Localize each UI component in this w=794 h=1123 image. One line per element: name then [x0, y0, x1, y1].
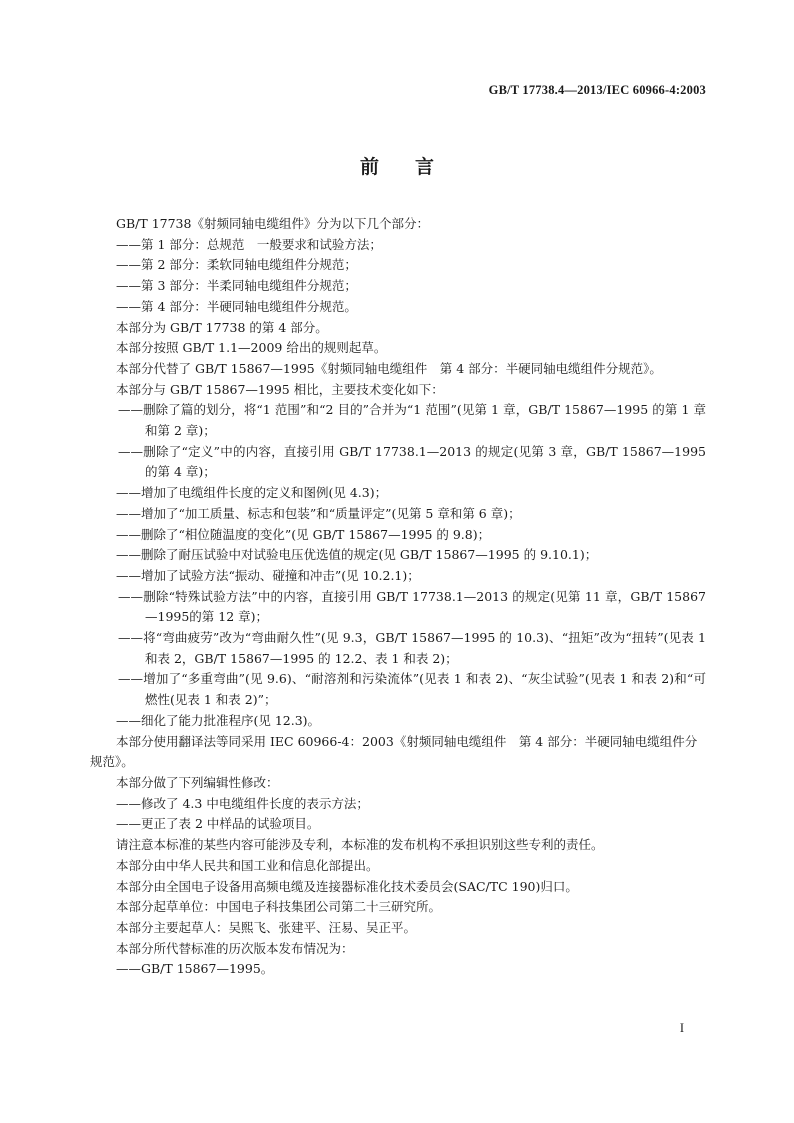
list-item: ——第 2 部分：柔软同轴电缆组件分规范； — [116, 257, 357, 273]
paragraph: 本部分代替了 GB/T 15867—1995《射频同轴电缆组件 第 4 部分：半硬同轴电缆组件分规范》。 — [116, 360, 662, 376]
list-item: ——删除了“相位随温度的变化”(见 GB/T 15867—1995 的 9.8)； — [116, 526, 491, 542]
paragraph: 本部分使用翻译法等同采用 IEC 60966-4：2003《射频同轴电缆组件 第 4 部分：半硬同轴电缆组件分规范》。 — [90, 733, 698, 770]
list-item: ——更正了表 2 中样品的试验项目。 — [116, 816, 320, 832]
list-item: ——增加了“多重弯曲”(见 9.6)、“耐溶剂和污染流体”(见表 1 和表 2)、“灰尘试验”(见表 1 和表 2)和“可燃性(见表 1 和表 2)”； — [118, 671, 706, 708]
paragraph: 本部分起草单位：中国电子科技集团公司第二十三研究所。 — [116, 899, 442, 915]
paragraph: 请注意本标准的某些内容可能涉及专利，本标准的发布机构不承担识别这些专利的责任。 — [116, 837, 604, 853]
list-item: ——删除了篇的划分，将“1 范围”和“2 目的”合并为“1 范围”(见第 1 章，GB/T 15867—1995 的第 1 章和第 2 章)； — [118, 402, 706, 439]
paragraph: 本部分所代替标准的历次版本发布情况为： — [116, 940, 354, 956]
paragraph: 本部分为 GB/T 17738 的第 4 部分。 — [116, 319, 328, 335]
list-item: ——GB/T 15867—1995。 — [116, 961, 274, 977]
page-number: I — [679, 1021, 684, 1035]
list-item: ——删除“特殊试验方法”中的内容，直接引用 GB/T 17738.1—2013 的规定(见第 11 章，GB/T 15867—1995的第 12 章)； — [118, 588, 706, 625]
paragraph: 本部分按照 GB/T 1.1—2009 给出的规则起草。 — [116, 340, 387, 356]
paragraph: 本部分由全国电子设备用高频电缆及连接器标准化技术委员会(SAC/TC 190)归口。 — [116, 878, 578, 894]
list-item: ——删除了耐压试验中对试验电压优选值的规定(见 GB/T 15867—1995 的 9.10.1)； — [116, 547, 598, 563]
paragraph: GB/T 17738《射频同轴电缆组件》分为以下几个部分： — [116, 216, 429, 231]
list-item: ——细化了能力批准程序(见 12.3)。 — [116, 712, 321, 728]
paragraph: 本部分做了下列编辑性修改： — [116, 774, 279, 790]
list-item: ——增加了电缆组件长度的定义和图例(见 4.3)； — [116, 485, 388, 501]
list-item: ——删除了“定义”中的内容，直接引用 GB/T 17738.1—2013 的规定(见第 3 章，GB/T 15867—1995的第 4 章)； — [118, 443, 706, 480]
standard-code: GB/T 17738.4—2013/IEC 60966-4:2003 — [488, 83, 706, 97]
list-item: ——修改了 4.3 中电缆组件长度的表示方法； — [116, 795, 369, 811]
foreword-body — [90, 214, 706, 980]
list-item: ——增加了“加工质量、标志和包装”和“质量评定”(见第 5 章和第 6 章)； — [116, 505, 521, 521]
list-item: ——第 4 部分：半硬同轴电缆组件分规范。 — [116, 298, 357, 314]
list-item: ——第 1 部分：总规范 一般要求和试验方法； — [116, 236, 382, 252]
paragraph: 本部分与 GB/T 15867—1995 相比，主要技术变化如下： — [116, 381, 444, 397]
list-item: ——增加了试验方法“振动、碰撞和冲击”(见 10.2.1)； — [116, 567, 420, 583]
list-item: ——将“弯曲疲劳”改为“弯曲耐久性”(见 9.3，GB/T 15867—1995 的 10.3)、“扭矩”改为“扭转”(见表 1 和表 2，GB/T 15867—1995 的 12.2、表 1 和表 2)； — [118, 630, 706, 666]
list-item: ——第 3 部分：半柔同轴电缆组件分规范； — [116, 278, 357, 294]
paragraph: 本部分主要起草人：吴熙飞、张建平、汪易、吴正平。 — [116, 919, 417, 935]
paragraph: 本部分由中华人民共和国工业和信息化部提出。 — [116, 857, 379, 873]
page-title: 前言 — [359, 156, 470, 178]
